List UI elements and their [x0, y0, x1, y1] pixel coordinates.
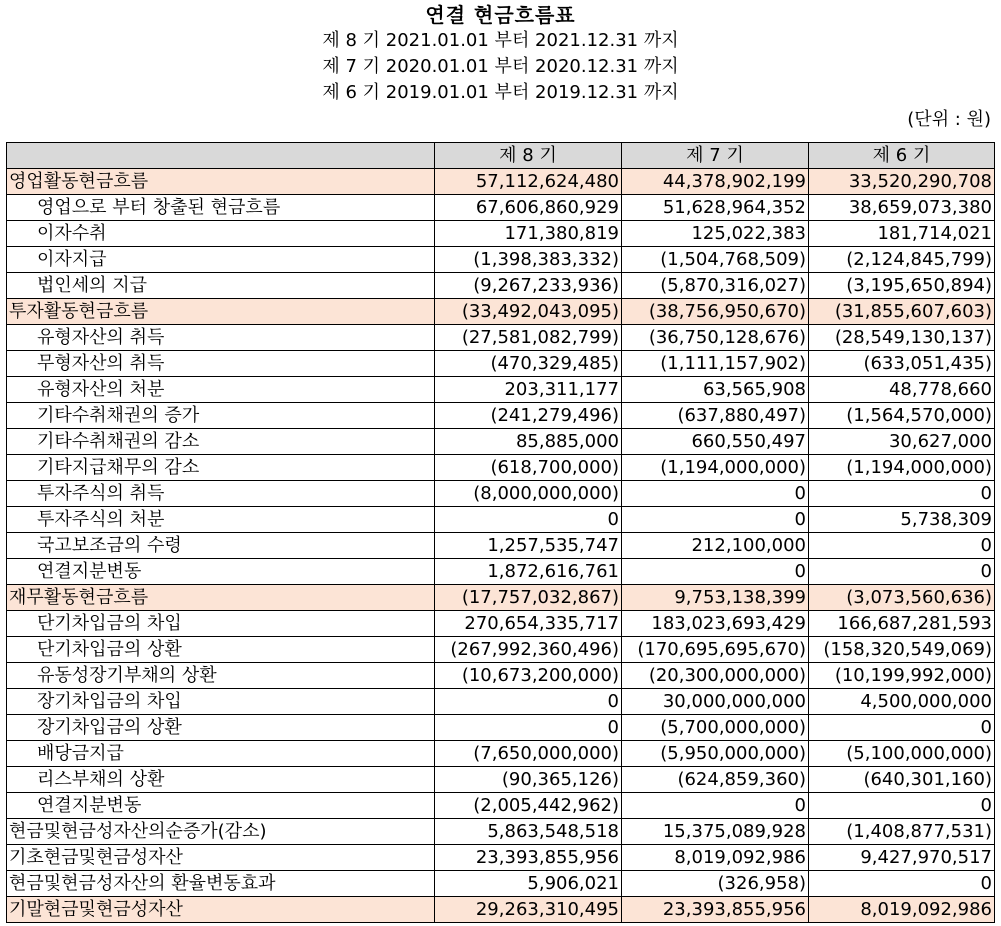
- row-value: 0: [622, 793, 809, 819]
- row-value: (38,756,950,670): [622, 299, 809, 325]
- row-value: 8,019,092,986: [809, 897, 995, 923]
- row-label: 장기차입금의 차입: [7, 689, 435, 715]
- table-row: [7, 845, 995, 871]
- table-row: [7, 195, 995, 221]
- table-row: [7, 741, 995, 767]
- row-value: 166,687,281,593: [809, 611, 995, 637]
- row-value: (10,673,200,000): [435, 663, 622, 689]
- row-value: (7,650,000,000): [435, 741, 622, 767]
- row-value: (1,504,768,509): [622, 247, 809, 273]
- row-value: (158,320,549,069): [809, 637, 995, 663]
- row-value: 0: [809, 481, 995, 507]
- row-label: 현금및현금성자산의순증가(감소): [7, 819, 435, 845]
- row-value: (27,581,082,799): [435, 325, 622, 351]
- table-row: [7, 637, 995, 663]
- row-value: 15,375,089,928: [622, 819, 809, 845]
- row-label: 투자주식의 처분: [7, 507, 435, 533]
- table-row: [7, 325, 995, 351]
- row-value: 5,906,021: [435, 871, 622, 897]
- table-row: [7, 273, 995, 299]
- header-cell-period-8: 제 8 기: [435, 143, 622, 169]
- cash-flow-table: [6, 142, 995, 923]
- row-value: 1,872,616,761: [435, 559, 622, 585]
- row-value: (1,194,000,000): [622, 455, 809, 481]
- row-value: 0: [435, 507, 622, 533]
- row-value: 0: [622, 559, 809, 585]
- row-value: 0: [809, 559, 995, 585]
- table-row: [7, 481, 995, 507]
- row-value: 8,019,092,986: [622, 845, 809, 871]
- row-value: 29,263,310,495: [435, 897, 622, 923]
- row-value: (2,124,845,799): [809, 247, 995, 273]
- row-value: 9,753,138,399: [622, 585, 809, 611]
- period-line: 제 6 기 2019.01.01 부터 2019.12.31 까지: [322, 82, 679, 103]
- row-value: (241,279,496): [435, 403, 622, 429]
- row-label: 유형자산의 취득: [7, 325, 435, 351]
- table-row: [7, 507, 995, 533]
- row-label: 연결지분변동: [7, 793, 435, 819]
- row-value: (1,111,157,902): [622, 351, 809, 377]
- header-cell-period-7: 제 7 기: [622, 143, 809, 169]
- row-value: 9,427,970,517: [809, 845, 995, 871]
- row-value: 125,022,383: [622, 221, 809, 247]
- row-value: (36,750,128,676): [622, 325, 809, 351]
- row-value: (640,301,160): [809, 767, 995, 793]
- table-row: [7, 689, 995, 715]
- period-line: 제 7 기 2020.01.01 부터 2020.12.31 까지: [322, 56, 679, 77]
- table-row: [7, 871, 995, 897]
- row-label: 투자주식의 취득: [7, 481, 435, 507]
- table-row: [7, 767, 995, 793]
- row-value: 4,500,000,000: [809, 689, 995, 715]
- row-value: 44,378,902,199: [622, 169, 809, 195]
- period-line: 제 8 기 2021.01.01 부터 2021.12.31 까지: [322, 30, 679, 51]
- row-value: 0: [809, 871, 995, 897]
- row-value: 5,738,309: [809, 507, 995, 533]
- row-label: 리스부채의 상환: [7, 767, 435, 793]
- row-label: 배당금지급: [7, 741, 435, 767]
- row-value: (470,329,485): [435, 351, 622, 377]
- row-value: (8,000,000,000): [435, 481, 622, 507]
- row-value: (1,398,383,332): [435, 247, 622, 273]
- row-value: (33,492,043,095): [435, 299, 622, 325]
- table-row: [7, 429, 995, 455]
- row-value: 212,100,000: [622, 533, 809, 559]
- row-label: 단기차입금의 차입: [7, 611, 435, 637]
- table-row: [7, 715, 995, 741]
- row-value: (326,958): [622, 871, 809, 897]
- row-value: (9,267,233,936): [435, 273, 622, 299]
- unit-label: (단위 : 원): [907, 109, 991, 130]
- row-value: 57,112,624,480: [435, 169, 622, 195]
- row-value: 181,714,021: [809, 221, 995, 247]
- row-value: (2,005,442,962): [435, 793, 622, 819]
- table-row: [7, 663, 995, 689]
- table-row: [7, 221, 995, 247]
- table-row: [7, 247, 995, 273]
- row-value: (267,992,360,496): [435, 637, 622, 663]
- row-value: (5,950,000,000): [622, 741, 809, 767]
- table-row: [7, 793, 995, 819]
- row-value: 33,520,290,708: [809, 169, 995, 195]
- table-row: [7, 533, 995, 559]
- row-value: (31,855,607,603): [809, 299, 995, 325]
- table-row: [7, 403, 995, 429]
- row-value: 203,311,177: [435, 377, 622, 403]
- table-row: [7, 455, 995, 481]
- row-value: (90,365,126): [435, 767, 622, 793]
- row-value: (28,549,130,137): [809, 325, 995, 351]
- row-label: 현금및현금성자산의 환율변동효과: [7, 871, 435, 897]
- row-label: 영업으로 부터 창출된 현금흐름: [7, 195, 435, 221]
- row-value: 38,659,073,380: [809, 195, 995, 221]
- row-value: 67,606,860,929: [435, 195, 622, 221]
- table-row: [7, 377, 995, 403]
- row-value: (5,100,000,000): [809, 741, 995, 767]
- report-header: [0, 0, 1001, 106]
- row-value: (5,700,000,000): [622, 715, 809, 741]
- row-label: 이자지급: [7, 247, 435, 273]
- row-value: 0: [435, 689, 622, 715]
- row-label: 이자수취: [7, 221, 435, 247]
- row-label: 기초현금및현금성자산: [7, 845, 435, 871]
- row-label: 기타수취채권의 증가: [7, 403, 435, 429]
- header-cell-label: [7, 143, 435, 169]
- row-value: 0: [809, 533, 995, 559]
- table-row: [7, 819, 995, 845]
- row-label: 법인세의 지급: [7, 273, 435, 299]
- row-value: 1,257,535,747: [435, 533, 622, 559]
- table-row: [7, 169, 995, 195]
- row-value: (637,880,497): [622, 403, 809, 429]
- row-value: 5,863,548,518: [435, 819, 622, 845]
- row-label: 영업활동현금흐름: [7, 169, 435, 195]
- table-row: [7, 585, 995, 611]
- row-value: 30,627,000: [809, 429, 995, 455]
- row-value: (170,695,695,670): [622, 637, 809, 663]
- row-label: 단기차입금의 상환: [7, 637, 435, 663]
- row-value: 0: [809, 715, 995, 741]
- row-value: 48,778,660: [809, 377, 995, 403]
- row-label: 기타지급채무의 감소: [7, 455, 435, 481]
- row-label: 유형자산의 처분: [7, 377, 435, 403]
- row-value: (1,194,000,000): [809, 455, 995, 481]
- row-value: (1,564,570,000): [809, 403, 995, 429]
- row-value: (10,199,992,000): [809, 663, 995, 689]
- row-label: 기타수취채권의 감소: [7, 429, 435, 455]
- table-row: [7, 611, 995, 637]
- row-label: 기말현금및현금성자산: [7, 897, 435, 923]
- row-value: (3,195,650,894): [809, 273, 995, 299]
- row-label: 재무활동현금흐름: [7, 585, 435, 611]
- row-value: 183,023,693,429: [622, 611, 809, 637]
- row-label: 유동성장기부채의 상환: [7, 663, 435, 689]
- row-value: (1,408,877,531): [809, 819, 995, 845]
- row-value: 171,380,819: [435, 221, 622, 247]
- row-label: 무형자산의 취득: [7, 351, 435, 377]
- table-row: [7, 559, 995, 585]
- row-value: 30,000,000,000: [622, 689, 809, 715]
- row-value: 23,393,855,956: [435, 845, 622, 871]
- row-value: (17,757,032,867): [435, 585, 622, 611]
- table-row: [7, 897, 995, 923]
- table-row: [7, 351, 995, 377]
- row-value: (5,870,316,027): [622, 273, 809, 299]
- row-label: 국고보조금의 수령: [7, 533, 435, 559]
- row-value: 0: [622, 507, 809, 533]
- row-value: (3,073,560,636): [809, 585, 995, 611]
- row-value: 85,885,000: [435, 429, 622, 455]
- row-label: 연결지분변동: [7, 559, 435, 585]
- row-value: 0: [809, 793, 995, 819]
- row-value: (633,051,435): [809, 351, 995, 377]
- row-value: 63,565,908: [622, 377, 809, 403]
- row-value: (20,300,000,000): [622, 663, 809, 689]
- table-row: [7, 299, 995, 325]
- row-value: 660,550,497: [622, 429, 809, 455]
- row-value: 270,654,335,717: [435, 611, 622, 637]
- header-cell-period-6: 제 6 기: [809, 143, 995, 169]
- row-label: 투자활동현금흐름: [7, 299, 435, 325]
- row-value: (624,859,360): [622, 767, 809, 793]
- report-title: 연결 현금흐름표: [425, 3, 576, 27]
- table-header-row: [7, 143, 995, 169]
- row-value: 0: [435, 715, 622, 741]
- row-value: 51,628,964,352: [622, 195, 809, 221]
- row-value: (618,700,000): [435, 455, 622, 481]
- row-label: 장기차입금의 상환: [7, 715, 435, 741]
- row-value: 23,393,855,956: [622, 897, 809, 923]
- row-value: 0: [622, 481, 809, 507]
